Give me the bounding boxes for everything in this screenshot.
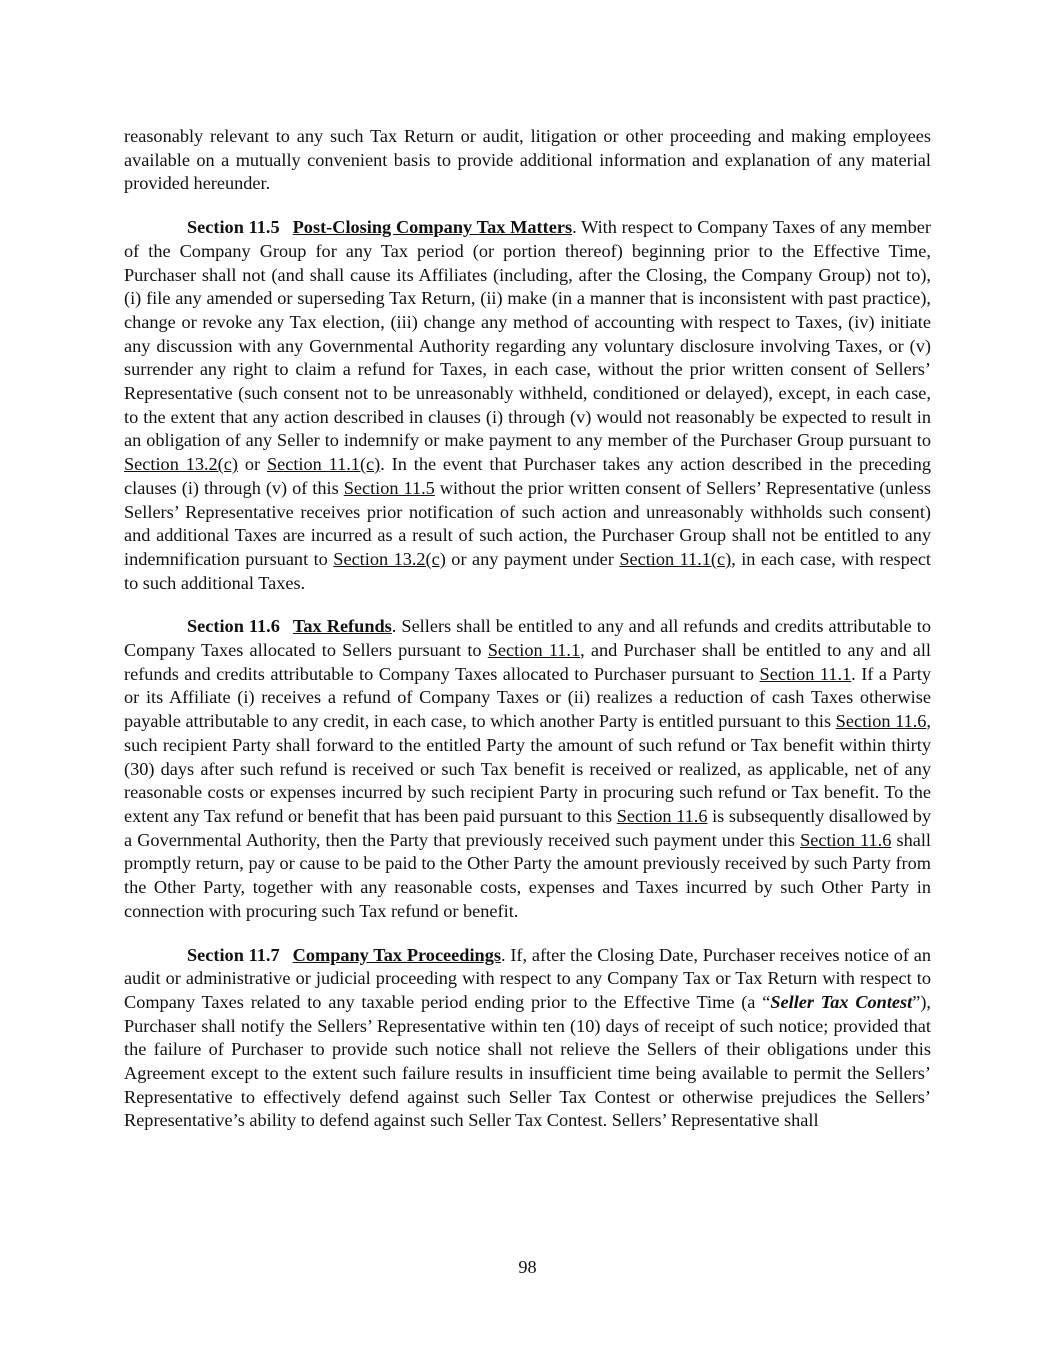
section-reference: Section 11.1 — [487, 640, 581, 661]
section-text: . If a Party or its Affiliate (i) receives a refund of Company Taxes or (ii) realizes a reduction of cash Taxes otherwise payable attributable to any credit, in each case, to which another Party is entitled pursuant to this — [124, 663, 931, 732]
section-text: or — [237, 454, 267, 475]
section-text: . Sellers shall be entitled to any and all refunds and credits attributable to Company Taxes allocated to Sellers pursuant to — [124, 616, 931, 661]
section-text: or any payment under — [445, 548, 620, 569]
section-text: . If, after the Closing Date, Purchaser receives notice of an audit or administrative or judicial proceeding with respect to any Company Tax or Tax Return with respect to Company Taxes related to any taxable period ending prior to the Effective Time (a “ — [124, 944, 931, 1012]
section-text: , in each case, with respect to such additional Taxes. — [124, 548, 932, 593]
section-text: . With respect to Company Taxes of any member of the Company Group for any Tax period (or portion thereof) beginning prior to the Effective Time, Purchaser shall not (and shall cause its Affiliates (including, after the Closing, the Company Group) not to), (i) file any amended or superseding Tax Return, (ii) make (in a manner that is inconsistent with past practice), change or revoke any Tax election, (iii) change any method of accounting with respect to Taxes, (iv) initiate any discussion with any Governmental Authority regarding any voluntary disclosure involving Taxes, or (v) surrender any right to claim a refund for Taxes, in each case, without the prior written consent of Sellers’ Representative (such consent not to be unreasonably withheld, conditioned or delayed), except, in each case, to the extent that any action described in clauses (i) through (v) would not reasonably be expected to result in an obligation of any Seller to indemnify or make payment to any member of the Purchaser Group pursuant to — [124, 217, 931, 451]
paragraph-continuation — [124, 125, 931, 196]
defined-term: Seller Tax Contest — [770, 991, 913, 1012]
section-reference: Section 11.5 — [343, 477, 435, 498]
section-text: is subsequently disallowed by a Governmental Authority, then the Party that previously received such payment under this — [124, 805, 932, 850]
section-text: . In the event that Purchaser takes any action described in the preceding clauses (i) through (v) of this — [124, 454, 932, 498]
section-number: Section 11.7 — [187, 944, 280, 965]
section-number: Section 11.5 — [187, 217, 280, 238]
section-title: Company Tax Proceedings — [292, 944, 501, 965]
section-reference: Section 11.6 — [800, 829, 892, 850]
section-text: , and Purchaser shall be entitled to any and all refunds and credits attributable to Company Taxes allocated to Purchaser pursuant to — [124, 640, 932, 684]
section-reference: Section 13.2(c) — [333, 548, 446, 569]
section-reference: Section 11.6 — [616, 805, 708, 826]
section-reference: Section 11.1(c) — [619, 548, 732, 569]
section-text: , such recipient Party shall forward to the entitled Party the amount of such refund or Tax benefit within thirty (30) days after such refund is received or such Tax benefit is received or realized, as applicable, net of any reasonable costs or expenses incurred by such recipient Party in procuring such refund or Tax benefit. To the extent any Tax refund or benefit that has been paid pursuant to this — [124, 711, 931, 826]
document-page — [124, 125, 931, 1153]
section-11-6 — [124, 615, 931, 923]
section-number: Section 11.6 — [187, 616, 280, 637]
paragraph-text: reasonably relevant to any such Tax Return or audit, litigation or other proceeding and making employees available on a mutually convenient basis to provide additional information and explanation of any material provided hereunder. — [124, 126, 931, 194]
section-title: Tax Refunds — [292, 616, 392, 637]
page-number: 98 — [518, 1257, 537, 1277]
section-text: without the prior written consent of Sellers’ Representative (unless Sellers’ Representative receives prior notification of such action and unreasonably withholds such consent) and additional Taxes are incurred as a result of such action, the Purchaser Group shall not be entitled to any indemnification pursuant to — [124, 477, 932, 569]
section-title: Post-Closing Company Tax Matters — [292, 217, 573, 238]
section-11-7 — [124, 944, 931, 1134]
section-reference: Section 11.1 — [759, 663, 852, 684]
section-reference: Section 11.1(c) — [266, 454, 381, 475]
section-11-5 — [124, 216, 931, 595]
section-reference: Section 11.6 — [835, 711, 927, 732]
section-text: shall promptly return, pay or cause to be paid to the Other Party the amount previously received by such Party from the Other Party, together with any reasonable costs, expenses and Taxes incurred by such Other Party in connection with procuring such Tax refund or benefit. — [124, 829, 932, 921]
section-reference: Section 13.2(c) — [124, 454, 238, 475]
section-text: ”), Purchaser shall notify the Sellers’ Representative within ten (10) days of receipt of such notice; provided that the failure of Purchaser to provide such notice shall not relieve the Sellers of their obligations under this Agreement except to the extent such failure results in insufficient time being available to permit the Sellers’ Representative to effectively defend against such Seller Tax Contest or otherwise prejudices the Sellers’ Representative’s ability to defend against such Seller Tax Contest. Sellers’ Representative shall — [124, 991, 931, 1131]
